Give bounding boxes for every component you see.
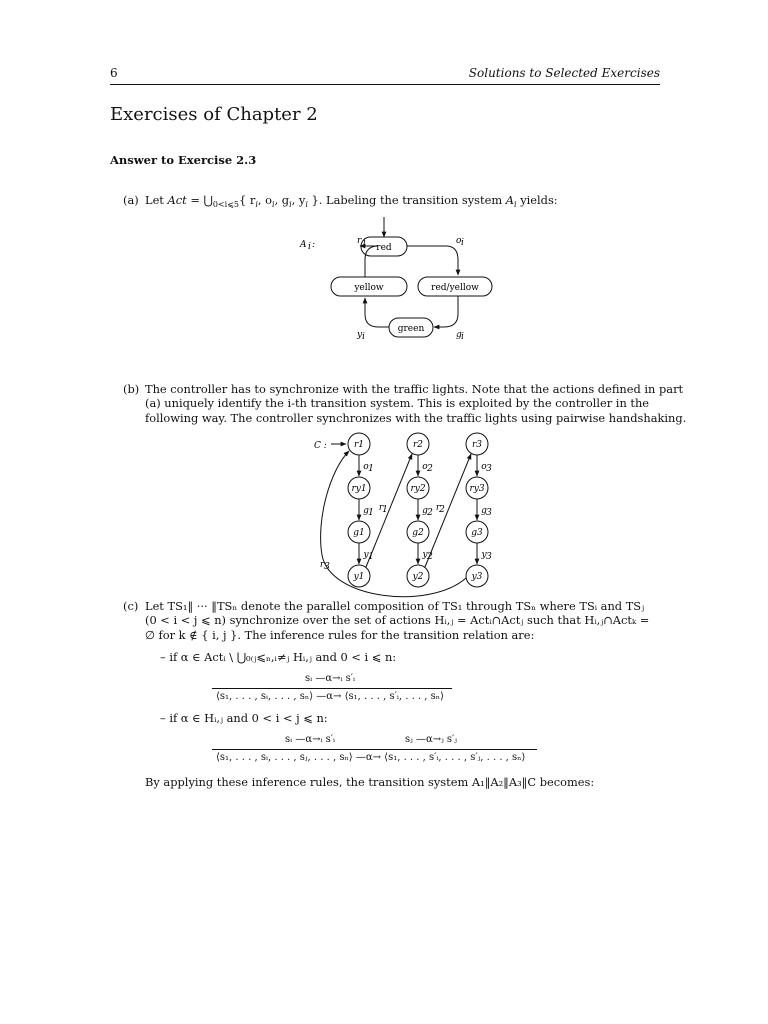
rule-1-line [212, 688, 452, 689]
label-r: r [357, 236, 362, 246]
set-close: }. Labeling the transition system [307, 193, 506, 207]
label-g: g [456, 330, 462, 340]
controller-label: C : [314, 441, 327, 451]
state-y1-label: y1 [353, 572, 365, 582]
part-b-line-2: (a) uniquely identify the i-th transition system. This is exploited by the controller in the [145, 396, 650, 411]
part-b-marker: (b) [123, 382, 140, 396]
part-a-post: yields: [516, 193, 558, 207]
cross-label-r1-sub: 1 [382, 505, 388, 515]
edge-label-o1-sub: 1 [368, 464, 374, 474]
sub-i-5: i [514, 200, 517, 209]
label-r-sub: i [363, 238, 366, 248]
edge-label-g2-sub: 2 [427, 508, 433, 518]
chapter-title: Exercises of Chapter 2 [110, 104, 318, 125]
edge-label-g3-sub: 3 [486, 508, 492, 518]
controller-diagram [314, 433, 492, 597]
bullet-1: – if α ∈ Actᵢ \ ⋃₀₍ⱼ⩽ₙ,ᵢ≠ⱼ Hᵢ,ⱼ and 0 < i ⩽ n: [160, 650, 397, 664]
state-ry1-label: ry1 [351, 484, 367, 494]
rule-2-premise-left: sᵢ —α→ᵢ s′ᵢ [285, 734, 336, 745]
rule-2-premise-right: sⱼ —α→ⱼ s′ⱼ [405, 734, 457, 745]
edge-label-o1: o [363, 462, 369, 472]
cross-label-r1: r [378, 503, 384, 513]
edge-o [407, 246, 458, 275]
edge-label-g3: g [481, 506, 487, 516]
part-b-text [145, 382, 687, 425]
rule-1-conclusion: ⟨s₁, . . . , sᵢ, . . . , sₙ⟩ —α→ ⟨s₁, . . . , s′ᵢ, . . . , sₙ⟩ [216, 691, 444, 702]
set-g: , g [274, 193, 290, 207]
set-y: , y [291, 193, 306, 207]
state-g1-label: g1 [353, 528, 365, 538]
cross-label-r3-sub: 3 [324, 562, 330, 572]
sub-i-4: i [305, 200, 308, 209]
edge-y [365, 298, 389, 327]
state-r1-label: r1 [353, 440, 365, 450]
formula-sub: 0<i⩽5 [212, 200, 239, 209]
page-number: 6 [110, 66, 118, 80]
cross-edge-y3-r1 [321, 451, 466, 597]
edge-label-y1: y [363, 550, 369, 560]
edge-label-g1: g [363, 506, 369, 516]
part-c-text [145, 599, 665, 642]
sub-i-2: i [272, 200, 275, 209]
edge-label-y2-sub: 2 [427, 552, 433, 562]
running-title: Solutions to Selected Exercises [468, 66, 660, 80]
part-c-line-1: Let TS₁‖ ··· ‖TSₙ denote the parallel composition of TS₁ through TSₙ where TSᵢ and TSⱼ [145, 599, 645, 613]
edge-g [434, 296, 458, 327]
state-red-yellow-label: red/yellow [431, 283, 479, 293]
set-o: , o [257, 193, 272, 207]
state-y2-label: y2 [412, 572, 424, 582]
rule-2-line [212, 749, 537, 750]
state-r2-label: r2 [412, 440, 424, 450]
cross-label-r2-sub: 2 [439, 505, 445, 515]
edge-label-y2: y [422, 550, 428, 560]
state-ry3-label: ry3 [469, 484, 485, 494]
cross-label-r2: r [435, 503, 441, 513]
state-y3-label: y3 [471, 572, 483, 582]
bullet-2: – if α ∈ Hᵢ,ⱼ and 0 < i < j ⩽ n: [160, 711, 328, 725]
part-a-marker: (a) [123, 193, 139, 207]
edge-label-y3-sub: 3 [486, 552, 492, 562]
state-red-label: red [376, 243, 392, 253]
formula-set: { r [239, 193, 256, 207]
state-g2-label: g2 [412, 528, 424, 538]
edge-label-y3: y [481, 550, 487, 560]
label-o: o [456, 236, 462, 246]
part-c-line-2: (0 < i < j ⩽ n) synchronize over the set of actions Hᵢ,ⱼ = Actᵢ∩Actⱼ such that Hᵢ,ⱼ∩Actₖ = [145, 613, 650, 628]
edge-label-y1-sub: 1 [368, 552, 374, 562]
state-yellow-label: yellow [354, 283, 384, 293]
system-name: A [505, 193, 515, 207]
sub-i-1: i [255, 200, 258, 209]
state-r3-label: r3 [471, 440, 483, 450]
cross-label-r3: r [319, 560, 325, 570]
part-b-line-3: following way. The controller synchronizes with the traffic lights using pairwise handshaking. [145, 410, 687, 425]
edge-label-g2: g [422, 506, 428, 516]
edge-label-o2: o [422, 462, 428, 472]
rule-2-conclusion: ⟨s₁, . . . , sᵢ, . . . , sⱼ, . . . , sₙ⟩ —α→ ⟨s₁, . . . , s′ᵢ, . . . , s′ⱼ, . . . , sₙ⟩ [216, 752, 526, 763]
edge-label-o3-sub: 3 [486, 464, 492, 474]
closing-text: By applying these inference rules, the transition system A₁‖A₂‖A₃‖C becomes: [145, 775, 595, 789]
state-green-label: green [397, 324, 425, 334]
part-c-line-3: ∅ for k ∉ { i, j }. The inference rules for the transition relation are: [145, 627, 535, 642]
label-y: y [357, 330, 363, 340]
state-g3-label: g3 [471, 528, 483, 538]
exercise-heading: Answer to Exercise 2.3 [110, 153, 257, 167]
part-c-marker: (c) [123, 599, 139, 613]
edge-label-o2-sub: 2 [427, 464, 433, 474]
system-label-colon: : [312, 240, 316, 250]
label-y-sub: i [362, 332, 365, 342]
system-label-sub: i [308, 242, 311, 252]
rule-1-premise: sᵢ —α→ᵢ s′ᵢ [305, 673, 356, 684]
formula-union: = ⋃ [186, 193, 213, 207]
label-o-sub: i [461, 238, 464, 248]
state-ry2-label: ry2 [410, 484, 426, 494]
system-label-a: A [300, 240, 307, 250]
label-g-sub: i [461, 332, 464, 342]
act-symbol: Act [167, 193, 187, 207]
edge-label-g1-sub: 1 [368, 508, 374, 518]
edge-r [360, 246, 378, 277]
part-b-line-1: The controller has to synchronize with the traffic lights. Note that the actions defined in part [145, 382, 684, 396]
part-a-pre: Let [145, 193, 168, 207]
edge-label-o3: o [481, 462, 487, 472]
sub-i-3: i [289, 200, 292, 209]
